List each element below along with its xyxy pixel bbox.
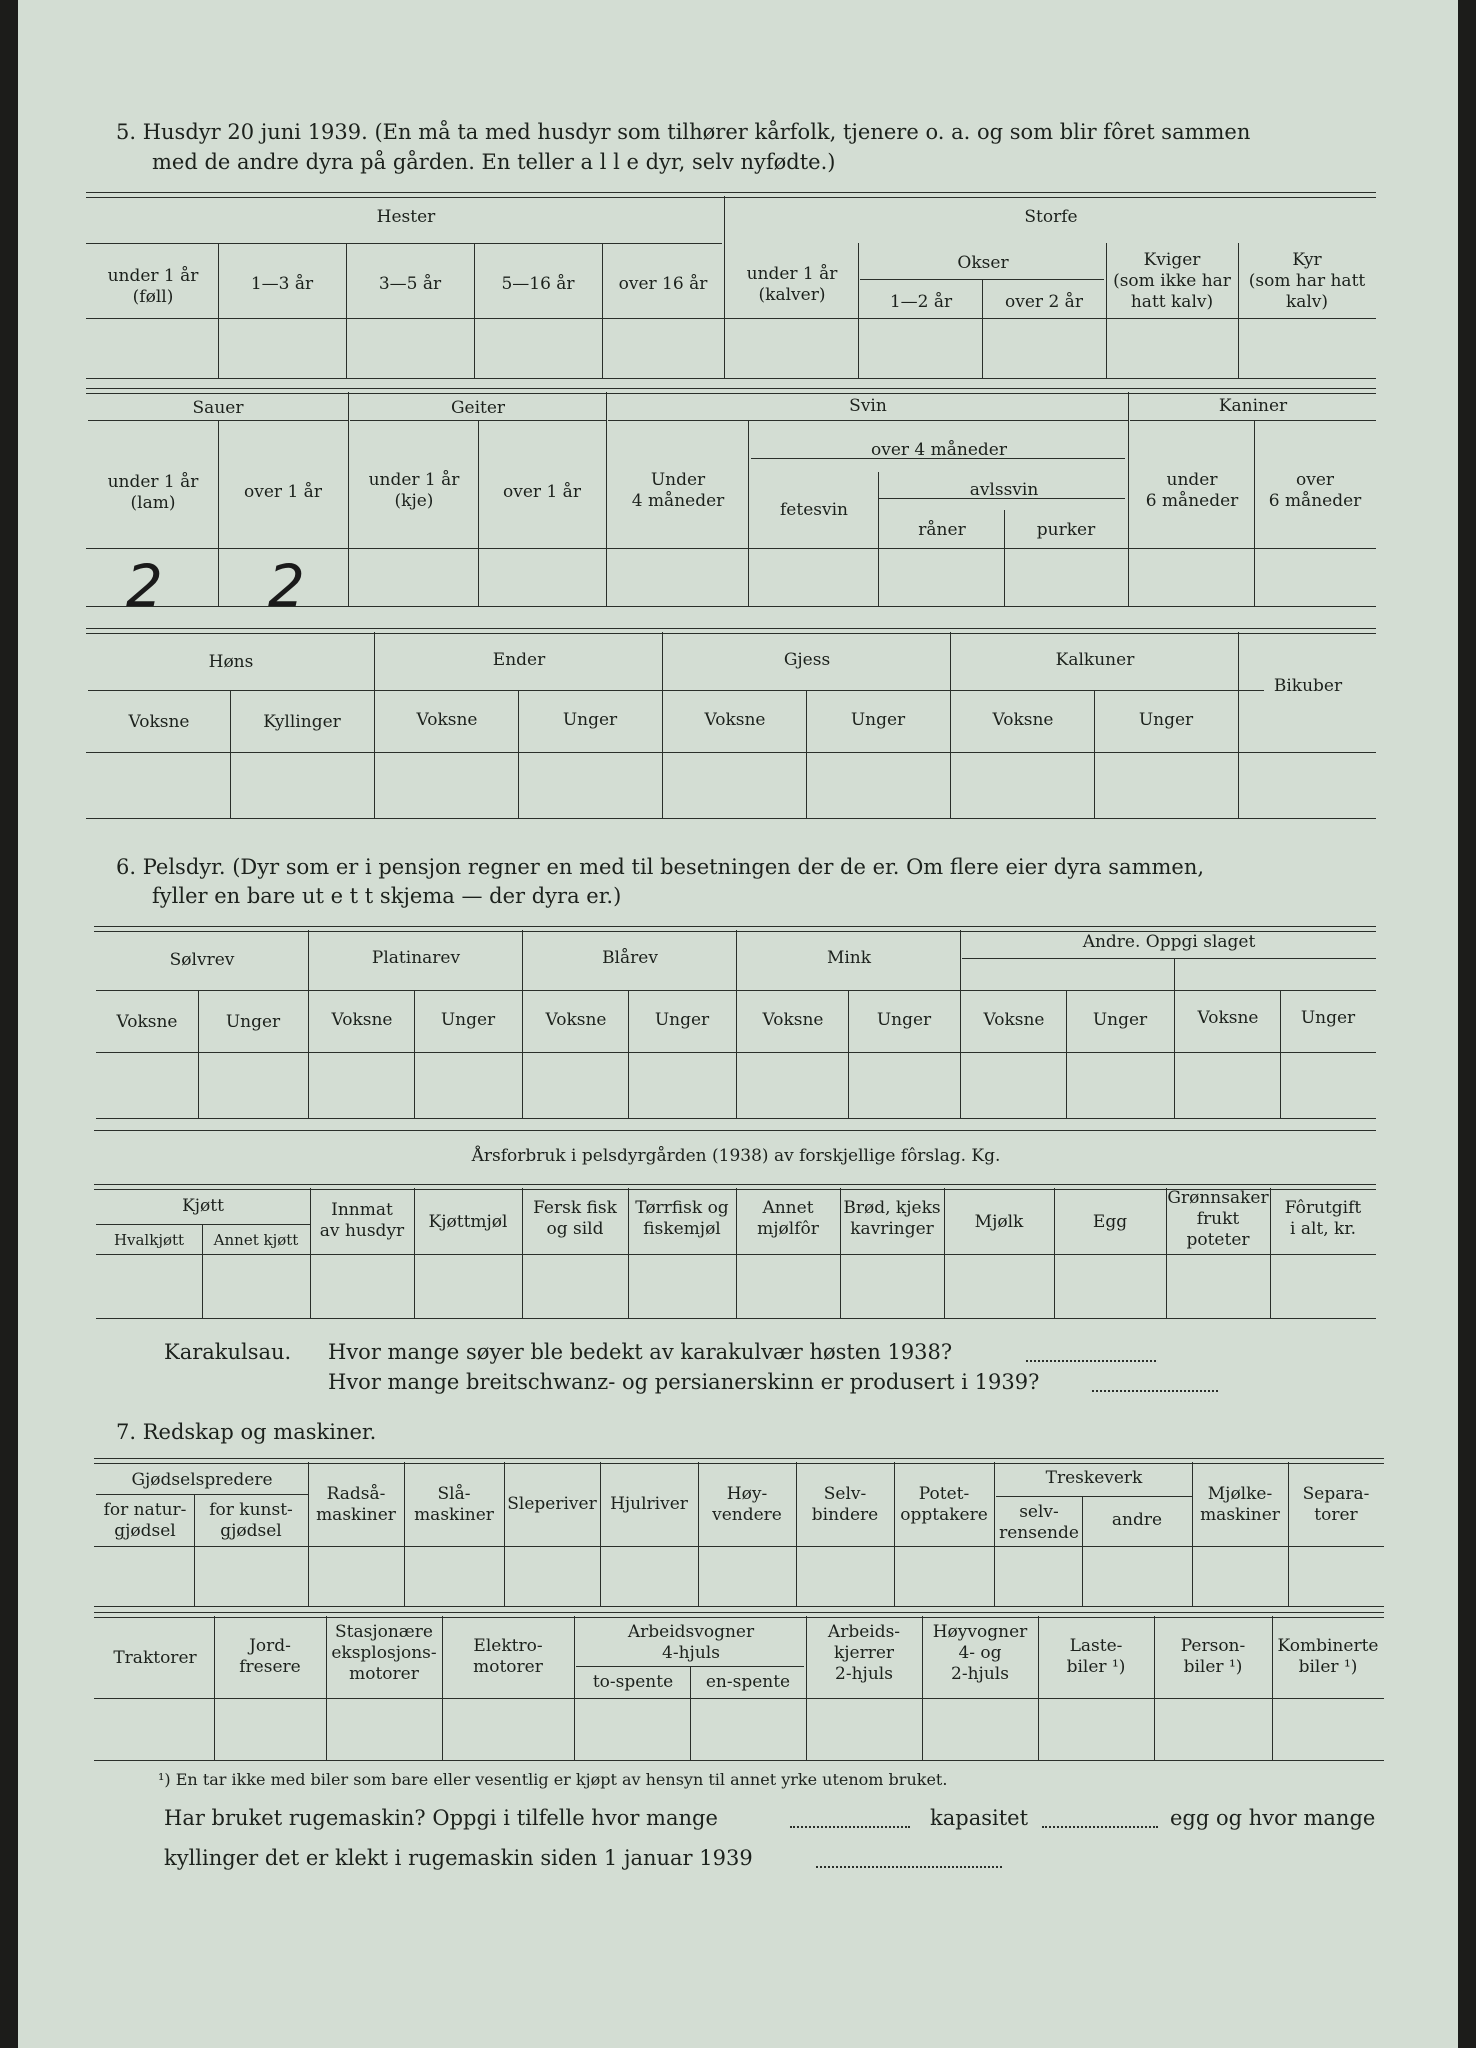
hester-col: under 1 år (føll) [107,266,199,307]
redskap-col: Høy- vendere [712,1484,782,1525]
pelsdyr-col: Unger [876,1010,932,1030]
pelsdyr-col: Unger [1300,1008,1356,1028]
forbruk-col: Innmat av husdyr [319,1200,405,1241]
forbruk-col: Fersk fisk og sild [533,1198,617,1239]
sauer-col: over 1 år [244,482,322,502]
forbruk-col: Grønnsaker frukt poteter [1167,1188,1269,1250]
over4-header: over 4 måneder [871,440,1007,460]
svin-header: Svin [849,396,887,416]
section-5-title: 5. Husdyr 20 juni 1939. (En må ta med husdyr som tilhører kårfolk, tjenere o. a. og som blir fôret sammen [116,120,1251,144]
kapasitet-label: kapasitet [930,1806,1029,1830]
okser-col: over 2 år [1005,292,1083,312]
kyllinger-field[interactable] [816,1866,1002,1868]
hester-col: 5—16 år [501,274,575,294]
rugemaskin-question: Har bruket rugemaskin? Oppgi i tilfelle hvor mange [164,1806,718,1830]
treskeverk-col: selv- rensende [999,1502,1079,1543]
under4-col: Under 4 måneder [631,470,725,511]
mink-header: Mink [826,948,872,968]
section-6-title: 6. Pelsdyr. (Dyr som er i pensjon regner en med til besetningen der de er. Om flere eier dyra sammen, [116,855,1205,879]
gjodsel-col: for kunst- gjødsel [209,1500,293,1541]
blarev-header: Blårev [602,948,658,968]
redskap-col: Slå- maskiner [414,1484,494,1525]
redskap2-col: Høyvogner 4- og 2-hjuls [932,1622,1028,1684]
karakul-question-1: Hvor mange søyer ble bedekt av karakulvær høsten 1938? [328,1340,953,1364]
forbruk-col: Brød, kjeks kavringer [843,1198,941,1239]
raner-col: råner [918,520,966,540]
redskap-col: Separa- torer [1302,1484,1370,1525]
ender-header: Ender [492,650,546,670]
annet-kjott-col: Annet kjøtt [213,1231,299,1249]
kalkuner-header: Kalkuner [1055,650,1135,670]
arbeidsvogner-col: to-spente [592,1672,674,1692]
forbruk-col: Tørrfisk og fiskemjøl [635,1198,729,1239]
redskap-col: Hjulriver [610,1494,688,1514]
fugl-col: Voksne [128,712,190,732]
forbruk-col: Egg [1092,1212,1128,1232]
geiter-col: under 1 år (kje) [368,470,460,511]
okser-header: Okser [957,253,1009,273]
kyr-col: Kyr (som har hatt kalv) [1248,250,1366,312]
redskap2-col: Traktorer [113,1648,197,1668]
section-7-title: 7. Redskap og maskiner. [116,1420,377,1444]
forbruk-col: Kjøttmjøl [428,1212,508,1232]
fugl-col: Unger [850,710,906,730]
redskap-col: Potet- opptakere [900,1484,988,1525]
karakul-label: Karakulsau. [164,1340,292,1364]
hester-header: Hester [376,207,436,227]
fugl-col: Unger [562,710,618,730]
arbeidsvogner-col: en-spente [705,1672,791,1692]
redskap2-col: Kombinerte biler ¹) [1277,1636,1379,1677]
gjodsel-header: Gjødselspredere [131,1470,273,1490]
kyllinger-question: kyllinger det er klekt i rugemaskin siden 1 januar 1939 [164,1846,753,1870]
fugl-col: Voksne [704,710,766,730]
kalver-col: under 1 år (kalver) [746,264,838,305]
redskap2-col: Elektro- motorer [473,1636,543,1677]
kaniner-col: under 6 måneder [1145,470,1239,511]
form-page [18,0,1458,2048]
forbruk-col: Annet mjølfôr [757,1198,819,1239]
gjess-header: Gjess [783,650,831,670]
handwritten-sau-count: 2 [268,552,305,620]
kjott-header: Kjøtt [182,1196,224,1216]
pelsdyr-col: Voksne [331,1010,393,1030]
pelsdyr-col: Voksne [1197,1008,1259,1028]
pelsdyr-col: Unger [440,1010,496,1030]
hester-col: over 16 år [618,274,708,294]
pelsdyr-col: Unger [654,1010,710,1030]
redskap2-col: Jord- freserе [239,1636,301,1677]
pelsdyr-col: Voksne [983,1010,1045,1030]
avlssvin-header: avlssvin [969,480,1039,500]
pelsdyr-col: Unger [1092,1010,1148,1030]
footnote: ¹) En tar ikke med biler som bare eller vesentlig er kjøpt av hensyn til annet yrke utenom bruket. [158,1770,948,1789]
section-5-subtitle: med de andre dyra på gården. En teller a l l e dyr, selv nyfødte.) [152,150,836,174]
hons-header: Høns [208,652,254,672]
redskap2-col: Person- biler ¹) [1180,1636,1246,1677]
hvalkjott-col: Hvalkjøtt [113,1231,185,1249]
hester-col: 3—5 år [378,274,442,294]
fugl-col: Voksne [992,710,1054,730]
kaniner-header: Kaniner [1218,396,1288,416]
pelsdyr-col: Unger [225,1012,281,1032]
redskap-col: Radså- maskiner [316,1484,396,1525]
forbruk-col: Fôrutgift i alt, kr. [1284,1198,1362,1239]
kaniner-col: over 6 måneder [1268,470,1362,511]
kapasitet-field[interactable] [1042,1826,1158,1828]
purker-col: purker [1036,520,1096,540]
redskap2-col: Laste- biler ¹) [1066,1636,1126,1677]
gjodsel-col: for natur- gjødsel [103,1500,187,1541]
arbeidsvogner-header: Arbeidsvogner 4-hjuls [627,1622,755,1663]
platinarev-header: Platinarev [371,948,461,968]
pelsdyr-col: Voksne [545,1010,607,1030]
fetesvin-col: fetesvin [780,500,848,520]
fugl-col: Unger [1138,710,1194,730]
redskap-col: Sleperiver [507,1494,597,1514]
treskeverk-col: andre [1111,1510,1163,1530]
rugemaskin-count-field[interactable] [790,1826,910,1828]
geiter-col: over 1 år [503,482,581,502]
forbruk-col: Mjølk [974,1212,1024,1232]
pelsdyr-col: Voksne [762,1010,824,1030]
redskap2-col: Stasjonære eksplosjons- motorer [331,1622,437,1684]
geiter-header: Geiter [450,398,506,418]
okser-col: 1—2 år [889,292,953,312]
pelsdyr-col: Voksne [116,1012,178,1032]
solvrev-header: Sølvrev [169,950,235,970]
andre-header: Andre. Oppgi slaget [1082,932,1256,952]
handwritten-lam-count: 2 [126,552,163,620]
karakul-answer-2[interactable] [1092,1390,1218,1392]
kviger-col: Kviger (som ikke har hatt kalv) [1113,250,1231,312]
sauer-header: Sauer [192,398,244,418]
storfe-header: Storfe [1024,207,1078,227]
bikuber-col: Bikuber [1273,676,1343,696]
redskap-col: Selv- bindere [811,1484,879,1525]
karakul-question-2: Hvor mange breitschwanz- og persianerskinn er produsert i 1939? [328,1370,1040,1394]
karakul-answer-1[interactable] [1026,1360,1156,1362]
egg-label: egg og hvor mange [1170,1806,1376,1830]
treskeverk-header: Treskeverk [1045,1468,1143,1488]
hester-col: 1—3 år [250,274,314,294]
redskap2-col: Arbeids- kjerrer 2-hjuls [827,1622,901,1684]
fugl-col: Kyllinger [263,712,341,732]
redskap-col: Mjølke- maskiner [1200,1484,1280,1525]
arsforbruk-title: Årsforbruk i pelsdyrgården (1938) av forskjellige fôrslag. Kg. [471,1146,1001,1166]
sauer-col: under 1 år (lam) [107,472,199,513]
fugl-col: Voksne [416,710,478,730]
section-6-subtitle: fyller en bare ut e t t skjema — der dyra er.) [152,884,622,908]
